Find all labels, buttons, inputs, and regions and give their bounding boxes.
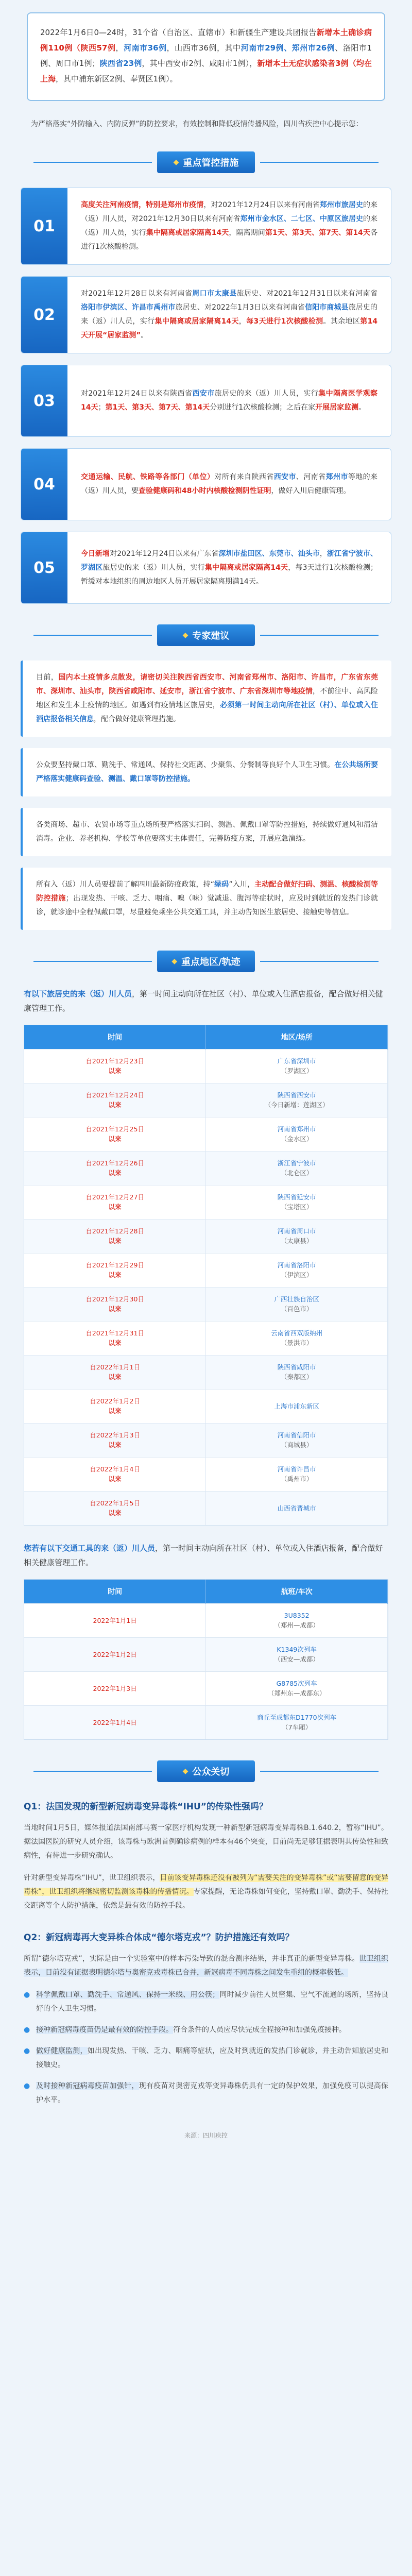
row-place <box>206 1603 388 1637</box>
text-run: 绿码 <box>214 880 229 889</box>
table-row <box>24 1637 388 1671</box>
date-suffix: 以来 <box>108 1339 122 1347</box>
text-run: 旅居史的来（返）川人员，实行 <box>102 563 205 572</box>
text-run: 必须第一时间主动向所在社区（村）、单位或入住酒店报备相关信息 <box>36 701 379 723</box>
row-place <box>206 1637 388 1671</box>
measure-card <box>21 448 391 520</box>
text-run: 第1天、第3天、第7天、第14天 <box>105 403 210 412</box>
answer-bullet <box>24 2023 388 2037</box>
measure-body <box>81 198 377 254</box>
place-text: 浙江省宁波市 <box>277 1159 316 1167</box>
text-run: 有以下旅居史的来（返）川人员 <box>24 989 132 998</box>
table-row <box>24 1671 388 1705</box>
text-run: 旅居史的来（返）川人员，实行 <box>81 303 378 326</box>
text-run: 第14天开展“居家监测” <box>81 317 378 340</box>
measures-list <box>0 188 412 604</box>
flag-icon: ◆ <box>182 631 188 639</box>
table-row <box>24 1117 388 1151</box>
text-run: 所谓“德尔塔克戎”，实际是由一个实验室中的样本污染导致的混合测序结果，并非真正的新型变异毒株。 <box>24 1955 359 1963</box>
row-date <box>24 1389 206 1423</box>
text-run: 符合条件的人员应尽快完成全程接种和加强免疫接种。 <box>173 2026 346 2034</box>
date-text: 自2021年12月25日 <box>85 1125 144 1133</box>
text-run: ，不前往中、高风险地区和发生本土疫情的地区。如遇到有疫情地区旅居史， <box>36 687 379 709</box>
section-title-advice: ◆ 专家建议 <box>157 624 255 646</box>
table-row <box>24 1321 388 1355</box>
section-title-qa: ◆ 公众关切 <box>157 1760 255 1782</box>
text-run: 集中隔离或居家隔离14天 <box>146 229 229 237</box>
row-date <box>24 1151 206 1185</box>
date-suffix: 以来 <box>108 1373 122 1381</box>
measure-card <box>21 188 391 265</box>
measure-text <box>67 277 391 353</box>
source-credit: 来源：四川疾控 <box>184 2132 228 2139</box>
row-date <box>24 1705 206 1739</box>
text-run: 今日新增 <box>81 549 110 558</box>
section-title-areas: ◆ 重点地区/轨迹 <box>157 951 255 972</box>
measure-card <box>21 276 391 353</box>
qa-list <box>0 1800 412 2107</box>
text-run: ，第一时间主动向所在社区（村）、单位或入住酒店报备，配合做好相关健康管理工作。 <box>24 1544 383 1567</box>
place-detail: （北仑区） <box>280 1169 313 1177</box>
place-text: 河南省许昌市 <box>277 1465 316 1473</box>
table1-header-time: 时间 <box>24 1025 206 1049</box>
text-run: 分别进行1次核酸检测；之后在家 <box>210 403 316 412</box>
text-run: 如出现发热、干咳、乏力、咽痛等症状，应及时到就近的发热门诊就诊，并主动告知旅居史和接触史。 <box>36 2047 389 2069</box>
text-run: 的来（返）川人员，对2021年12月30日以来有河南省 <box>81 201 378 223</box>
bullet-text <box>36 2044 388 2072</box>
advice-card <box>21 808 391 856</box>
text-run: 在公共场所要严格落实健康码查验、测温、戴口罩等防控措施。 <box>36 761 379 783</box>
table-row <box>24 1049 388 1083</box>
lead-text: 为严格落实“外防输入、内防反弹”的防控要求，有效控制和降低疫情传播风险，四川省疾控中心提示您： <box>31 120 363 128</box>
row-place <box>206 1185 388 1219</box>
text-run: ，对2021年12月24日以来有河南省 <box>203 201 320 209</box>
place-text: 上海市浦东新区 <box>274 1402 319 1410</box>
measure-body <box>81 547 377 589</box>
text-run: 各类商场、超市、农贸市场等重点场所要严格落实扫码、测温、佩戴口罩等防控措施，持续做好通风和清洁消毒。企业、养老机构、学校等单位要落实主体责任，完善防疫方案，开展应急演练。 <box>36 821 378 843</box>
flag-icon: ◆ <box>173 158 179 166</box>
text-run: 开展居家监测 <box>315 403 359 412</box>
date-suffix: 以来 <box>108 1067 122 1075</box>
place-detail: （太康县） <box>280 1237 313 1245</box>
text-run: 及时接种新冠病毒疫苗加强针， <box>36 2082 139 2090</box>
place-detail: （宝塔区） <box>280 1203 313 1211</box>
bullet-text <box>36 2023 346 2037</box>
row-place <box>206 1389 388 1423</box>
text-run: 做好健康监测， <box>36 2047 88 2055</box>
table-row <box>24 1389 388 1423</box>
text-run: 现有疫苗对奥密克戎等变异毒株仍具有一定的保护效果，加强免疫可以提高保护水平。 <box>36 2082 389 2104</box>
text-run: 科学佩戴口罩、勤洗手、常通风、保持一米线、用公筷； <box>36 1991 220 1999</box>
text-run: 所有入（返）川人员要提前了解四川最新防疫政策，持“ <box>36 880 215 889</box>
date-text: 自2021年12月26日 <box>85 1159 144 1167</box>
date-suffix: 以来 <box>108 1305 122 1313</box>
place-text: 陕西省延安市 <box>277 1193 316 1201</box>
text-run: ， <box>238 317 247 326</box>
text-run: 。 <box>141 331 148 340</box>
place-text: 河南省洛阳市 <box>277 1261 316 1269</box>
answer-paragraph <box>24 1952 388 1980</box>
transport-table <box>24 1579 388 1740</box>
place-text: 广西壮族自治区 <box>274 1295 319 1303</box>
table-row <box>24 1083 388 1117</box>
date-text: 自2022年1月3日 <box>90 1431 140 1439</box>
text-run: 高度关注河南疫情，特别是郑州市疫情 <box>81 201 204 209</box>
question-title: Q1：法国发现的新型新冠病毒变异毒株“IHU”的传染性强吗？ <box>24 1802 268 1812</box>
date-text: 自2022年1月4日 <box>90 1465 140 1473</box>
table-row <box>24 1151 388 1185</box>
date-text: 自2022年1月5日 <box>90 1499 140 1507</box>
row-date <box>24 1083 206 1117</box>
place-detail: （今日新增：莲湖区） <box>264 1101 329 1109</box>
text-run: ， <box>319 549 327 558</box>
row-date <box>24 1355 206 1389</box>
place-detail: （罗湖区） <box>280 1067 313 1075</box>
text-run: 集中隔离或居家隔离14天 <box>204 563 288 572</box>
areas-table <box>24 1025 388 1526</box>
text-run: 对2021年12月24日以来有广东省 <box>110 549 219 558</box>
table1-header-place: 地区/场所 <box>206 1025 388 1049</box>
text-run: ，做好入川后健康管理。 <box>271 487 351 495</box>
text-run: 郑州市金水区、二七区、中原区旅居史 <box>240 215 363 223</box>
flag-icon: ◆ <box>182 1767 188 1775</box>
date-suffix: 以来 <box>108 1101 122 1109</box>
answer-bullet <box>24 2079 388 2107</box>
text-run: 集中隔离或居家隔离14天 <box>154 317 239 326</box>
measure-number: 03 <box>21 365 67 436</box>
table2-header-transport: 航班/车次 <box>206 1580 388 1603</box>
row-place <box>206 1671 388 1705</box>
intro-summary: 2022年1月6日0—24时，31个省（自治区、直辖市）和新疆生产建设兵团报告新增本土确诊病例110例（陕西57例，河南市36例，山西市36例，其中河南市29例、郑州市26例、洛阳市1例、周口市1例；陕西省23例，其中西安市2例、咸阳市1例），新增本土无症状感染者3例（均在上海，其中浦东新区2例、奉贤区1例）。 <box>27 12 385 101</box>
row-place <box>206 1321 388 1355</box>
advice-list <box>21 660 391 930</box>
text-run: 当地时间1月5日，媒体报道法国南部马赛一家医疗机构发现一种新型新冠病毒变异毒株B.1.640.2，暂称“IHU”。据法国医院的研究人员介绍，该毒株与欧洲首例确诊病例的样本有46个突变，目前尚无足够证据表明其传染性和致病性，有待进一步研究确认。 <box>24 1824 388 1860</box>
question-title: Q2：新冠病毒再大变异株合体成“德尔塔克戎”？防护措施还有效吗？ <box>24 1933 294 1943</box>
row-date <box>24 1671 206 1705</box>
date-text: 自2022年1月1日 <box>90 1363 140 1371</box>
table-row <box>24 1287 388 1321</box>
measure-number: 01 <box>21 188 67 264</box>
answer-paragraph <box>24 1871 388 1913</box>
text-run: 郑州市旅居史 <box>319 201 363 209</box>
text-run: 目前该变异毒株还没有被列为“需要关注的变异毒株”或“需要留意的变异毒株”，世卫组织将继续密切监测该毒株的传播情况。 <box>24 1874 388 1896</box>
text-run: 公众要坚持戴口罩、勤洗手、常通风、保持社交距离、少聚集、分餐制等良好个人卫生习惯。 <box>36 761 335 769</box>
date-text: 2022年1月3日 <box>93 1684 137 1692</box>
date-suffix: 以来 <box>108 1475 122 1483</box>
advice-card <box>21 868 391 930</box>
text-run: 主动配合做好扫码、测温、核酸检测等防控措施 <box>36 880 378 903</box>
advice-card <box>21 748 391 796</box>
text-run: ”入川， <box>229 880 255 889</box>
table-row <box>24 1355 388 1389</box>
row-place <box>206 1049 388 1083</box>
date-text: 自2021年12月23日 <box>85 1057 144 1065</box>
date-suffix: 以来 <box>108 1407 122 1415</box>
section-title-measures: ◆ 重点管控措施 <box>157 151 255 173</box>
place-detail: （景洪市） <box>280 1339 313 1347</box>
date-text: 自2021年12月31日 <box>85 1329 144 1337</box>
date-suffix: 以来 <box>108 1509 122 1517</box>
text-run: 国内本土疫情多点散发，请密切关注陕西省西安市、河南省郑州市、洛阳市、许昌市，广东省东莞市、深圳市、汕头市，陕西省咸阳市、延安市，浙江省宁波市、广东省深圳市等地疫情 <box>36 673 379 696</box>
text-run: 您若有以下交通工具的来（返）川人员 <box>24 1544 156 1553</box>
table2-intro <box>24 1541 388 1570</box>
table2-header-time: 时间 <box>24 1580 206 1603</box>
row-date <box>24 1423 206 1457</box>
row-place <box>206 1151 388 1185</box>
table-row <box>24 1185 388 1219</box>
row-date <box>24 1637 206 1671</box>
place-text: 云南省西双版纳州 <box>271 1329 323 1337</box>
place-text: 河南省郑州市 <box>277 1125 316 1133</box>
text-run: 旅居史、对2021年12月31日以来有河南省 <box>236 290 377 298</box>
text-run: 每3天进行1次核酸检测 <box>246 317 323 326</box>
bullet-icon: ● <box>24 2026 30 2034</box>
text-run: ，第一时间主动向所在社区（村）、单位或入住酒店报备，配合做好相关健康管理工作。 <box>24 989 383 1013</box>
measure-text <box>67 365 391 436</box>
text-run: 同时减少前往人员密集、空气不流通的场所，坚持良好的个人卫生习惯。 <box>36 1991 389 2013</box>
text-run: ，配合做好健康管理措施。 <box>94 715 180 723</box>
table-row <box>24 1705 388 1739</box>
date-text: 自2021年12月28日 <box>85 1227 144 1235</box>
text-run: 周口市太康县 <box>192 290 237 298</box>
date-text: 自2021年12月30日 <box>85 1295 144 1303</box>
place-text: 河南省信阳市 <box>277 1431 316 1439</box>
table-row <box>24 1491 388 1525</box>
text-run: 接种新冠病毒疫苗仍是最有效的防控手段。 <box>36 2026 173 2034</box>
place-detail: （7车厢） <box>282 1723 312 1732</box>
text-run: ；出现发热、干咳、乏力、咽痛、嗅（味）觉减退、腹泻等症状时，应及时到就近的发热门诊就诊，就诊途中全程佩戴口罩，尽量避免乘坐公共交通工具，并主动告知医生旅居史、接触史等信息。 <box>36 894 379 917</box>
date-text: 2022年1月2日 <box>93 1650 137 1658</box>
bullet-icon: ● <box>24 2082 30 2090</box>
measure-text <box>67 532 391 603</box>
text-run: 集中隔离医学观察14天 <box>81 389 378 412</box>
text-run: 旅居史、对2022年1月3日以来有河南省 <box>175 303 305 312</box>
table-row <box>24 1423 388 1457</box>
text-run: 西安市 <box>273 473 296 481</box>
measure-number: 02 <box>21 277 67 353</box>
text-run: 等地的来（返）川人员，要 <box>81 473 378 495</box>
measure-card <box>21 365 391 437</box>
place-detail: （郑州—成都） <box>274 1621 319 1629</box>
place-text: G8785次列车 <box>276 1680 317 1687</box>
row-place <box>206 1219 388 1253</box>
place-text: 陕西省西安市 <box>277 1091 316 1099</box>
row-date <box>24 1457 206 1491</box>
place-text: K1349次列车 <box>277 1646 317 1653</box>
row-date <box>24 1185 206 1219</box>
measure-number: 04 <box>21 449 67 520</box>
row-place <box>206 1423 388 1457</box>
table-row <box>24 1603 388 1637</box>
place-text: 山西省晋城市 <box>277 1504 316 1512</box>
measure-body <box>81 287 377 343</box>
row-place <box>206 1253 388 1287</box>
text-run: 专家提醒，无论毒株如何变化，坚持戴口罩、勤洗手、保持社交距离等个人防护措施，依然是最有效的防控手段。 <box>24 1888 388 1910</box>
text-run: 。其余地区 <box>323 317 360 326</box>
flag-icon: ◆ <box>171 957 178 965</box>
bullet-icon: ● <box>24 2047 30 2055</box>
text-run: 第1天、第3天、第7天、第14天 <box>265 229 371 237</box>
measure-text <box>67 188 391 264</box>
row-place <box>206 1355 388 1389</box>
row-date <box>24 1117 206 1151</box>
table-row <box>24 1253 388 1287</box>
text-run: 、河南省 <box>296 473 326 481</box>
measure-text <box>67 449 391 520</box>
table-row <box>24 1457 388 1491</box>
row-date <box>24 1287 206 1321</box>
bullet-text <box>36 2079 388 2107</box>
text-run: 洛阳市伊滨区、许昌市禹州市 <box>81 303 176 312</box>
table1-intro <box>24 987 388 1015</box>
text-run: 西安市 <box>192 389 215 398</box>
text-run: 的来（返）川人员，实行 <box>81 215 378 237</box>
place-detail: （伊滨区） <box>280 1271 313 1279</box>
date-text: 自2021年12月27日 <box>85 1193 144 1201</box>
date-suffix: 以来 <box>108 1169 122 1177</box>
text-run: ，每3天进行1次核酸检测；暂缓对本地组织的周边地区人员开展居家隔离期满14天。 <box>81 563 378 586</box>
row-date <box>24 1253 206 1287</box>
measure-body <box>81 387 377 415</box>
answer-bullet <box>24 1988 388 2016</box>
date-suffix: 以来 <box>108 1441 122 1449</box>
place-text: 河南省周口市 <box>277 1227 316 1235</box>
text-run: 目前， <box>36 673 59 682</box>
bullet-text <box>36 1988 388 2016</box>
text-run: 信阳市商城县 <box>304 303 349 312</box>
date-text: 自2021年12月29日 <box>85 1261 144 1269</box>
row-place <box>206 1705 388 1739</box>
row-place <box>206 1491 388 1525</box>
bullet-icon: ● <box>24 1991 30 1999</box>
row-place <box>206 1287 388 1321</box>
text-run: 世卫组织表示，目前没有证据表明德尔塔与奥密克戎毒株已合并，新冠病毒不同毒株之间发生重组的概率极低。 <box>24 1955 388 1977</box>
text-run: 郑州市 <box>325 473 348 481</box>
text-run: 。 <box>358 403 366 412</box>
row-date <box>24 1603 206 1637</box>
date-suffix: 以来 <box>108 1135 122 1143</box>
row-date <box>24 1049 206 1083</box>
place-detail: （金水区） <box>280 1135 313 1143</box>
place-detail: （百色市） <box>280 1305 313 1313</box>
table-row <box>24 1219 388 1253</box>
place-detail: （商城县） <box>280 1441 313 1449</box>
text-run: 浙江省宁波市、罗湖区 <box>81 549 378 572</box>
row-place <box>206 1083 388 1117</box>
date-suffix: 以来 <box>108 1237 122 1245</box>
text-run: ，隔离期间 <box>229 229 265 237</box>
row-date <box>24 1321 206 1355</box>
place-detail: （西安—成都） <box>274 1655 319 1663</box>
row-date <box>24 1219 206 1253</box>
date-text: 自2021年12月24日 <box>85 1091 144 1099</box>
row-place <box>206 1117 388 1151</box>
text-run: 深圳市盐田区、东莞市、汕头市 <box>218 549 320 558</box>
answer-paragraph <box>24 1821 388 1863</box>
measure-card <box>21 532 391 604</box>
place-text: 商丘至成都东D1770次列车 <box>257 1714 337 1722</box>
row-place <box>206 1457 388 1491</box>
place-text: 3U8352 <box>284 1612 310 1619</box>
measure-body <box>81 470 377 498</box>
advice-card <box>21 660 391 737</box>
text-run: 交通运输、民航、铁路等各部门（单位） <box>81 473 215 481</box>
text-run: 对所有来自陕西省 <box>214 473 274 481</box>
text-run: 查验健康码和48小时内核酸检测阴性证明 <box>139 487 271 495</box>
text-run: 各进行1次核酸检测。 <box>81 229 378 251</box>
text-run: 针对新型变异毒株“IHU”，世卫组织表示， <box>24 1874 160 1882</box>
date-suffix: 以来 <box>108 1271 122 1279</box>
text-run: ； <box>98 403 106 412</box>
place-detail: （禹州市） <box>280 1475 313 1483</box>
place-text: 广东省深圳市 <box>277 1057 316 1065</box>
measure-number: 05 <box>21 532 67 603</box>
date-text: 2022年1月1日 <box>93 1616 137 1624</box>
text-run: 对2021年12月24日以来有陕西省 <box>81 389 193 398</box>
text-run: 旅居史的来（返）川人员，实行 <box>214 389 319 398</box>
date-text: 2022年1月4日 <box>93 1718 137 1726</box>
answer-bullet <box>24 2044 388 2072</box>
place-detail: （郑州东—成都东） <box>267 1689 326 1697</box>
text-run: 对2021年12月28日以来有河南省 <box>81 290 193 298</box>
row-date <box>24 1491 206 1525</box>
place-text: 陕西省咸阳市 <box>277 1363 316 1371</box>
date-text: 自2022年1月2日 <box>90 1397 140 1405</box>
date-suffix: 以来 <box>108 1203 122 1211</box>
place-detail: （秦都区） <box>280 1373 313 1381</box>
